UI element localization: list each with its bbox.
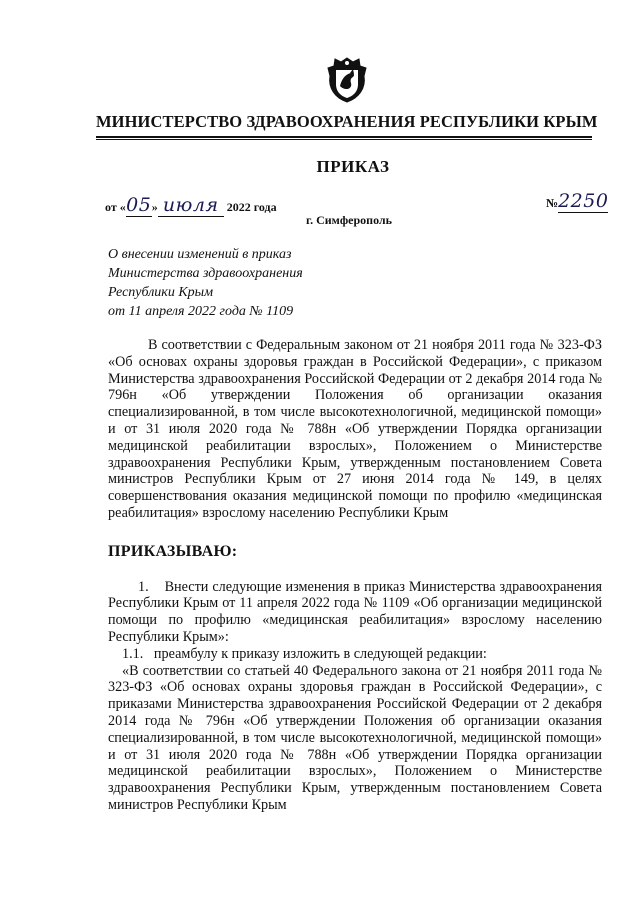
number-value: 2250 xyxy=(558,190,609,212)
order-date xyxy=(105,194,277,217)
date-year: 2022 года xyxy=(226,200,277,214)
subject-line: Республики Крым xyxy=(108,285,214,300)
crimea-emblem-icon xyxy=(326,56,368,104)
ministry-title: МИНИСТЕРСТВО ЗДРАВООХРАНЕНИЯ РЕСПУБЛИКИ КРЫМ xyxy=(96,112,592,138)
document-type: ПРИКАЗ xyxy=(316,157,390,176)
preamble-paragraph: В соответствии с Федеральным законом от 21 ноября 2011 года № 323-ФЗ «Об основах охраны здоровья граждан в Российской Федерации», с приказом Министерства здравоохранения Российской Федерации от 2 декабря 2014 года № 796н «Об утверждении Положения об организации оказания специализированной, в том числе высокотехнологичной, медицинской помощи» и от 31 июля 2020 года № 788н «Об утверждении Порядка организации медицинской реабилитации взрослых», Положением о Министерстве здравоохранения Республики Крым, утвержденным постановлением Совета министров Республики Крым от 27 июня 2014 года № 149, в целях совершенствования оказания медицинской помощи по профилю «медицинская реабилитация» взрослому населению Республики Крым xyxy=(108,337,602,521)
item-1-1-paragraph: 1.1. преамбулу к приказу изложить в следующей редакции: xyxy=(122,645,487,662)
date-month: июля xyxy=(158,194,224,217)
document-body xyxy=(108,337,602,814)
item-1-paragraph: 1. Внести следующие изменения в приказ Министерства здравоохранения Республики Крым от 11 апреля 2022 года № 1109 «Об организации медицинской помощи по профилю «медицинская реабилитация» взрослому населению Республики Крым»: xyxy=(108,578,602,645)
number-prefix: № xyxy=(546,196,559,210)
date-quote-close: » xyxy=(151,200,158,214)
subject-line: от 11 апреля 2022 года № 1109 xyxy=(108,304,294,319)
order-subject xyxy=(108,245,388,321)
date-day: 05 xyxy=(126,194,152,216)
subject-line: Министерства здравоохранения xyxy=(108,266,303,281)
order-number xyxy=(546,190,608,213)
date-prefix: от « xyxy=(105,200,126,214)
order-word: ПРИКАЗЫВАЮ: xyxy=(108,542,238,560)
city: г. Симферополь xyxy=(306,213,392,227)
quote-paragraph: «В соответствии со статьей 40 Федерального закона от 21 ноября 2011 года № 323-ФЗ «Об основах охраны здоровья граждан в Российской Федерации», с приказами Министерства здравоохранения Российской Федерации от 2 декабря 2014 года № 796н «Об утверждении Положения об организации оказания специализированной, в том числе высокотехнологичной, медицинской помощи» и от 31 июля 2020 года № 788н «Об утверждении Порядка организации медицинской реабилитации взрослых», Положением о Министерстве здравоохранения Республики Крым, утвержденным постановлением Совета министров Республики Крым xyxy=(108,662,602,813)
subject-line: О внесении изменений в приказ xyxy=(108,247,292,262)
header-rule xyxy=(96,139,592,140)
